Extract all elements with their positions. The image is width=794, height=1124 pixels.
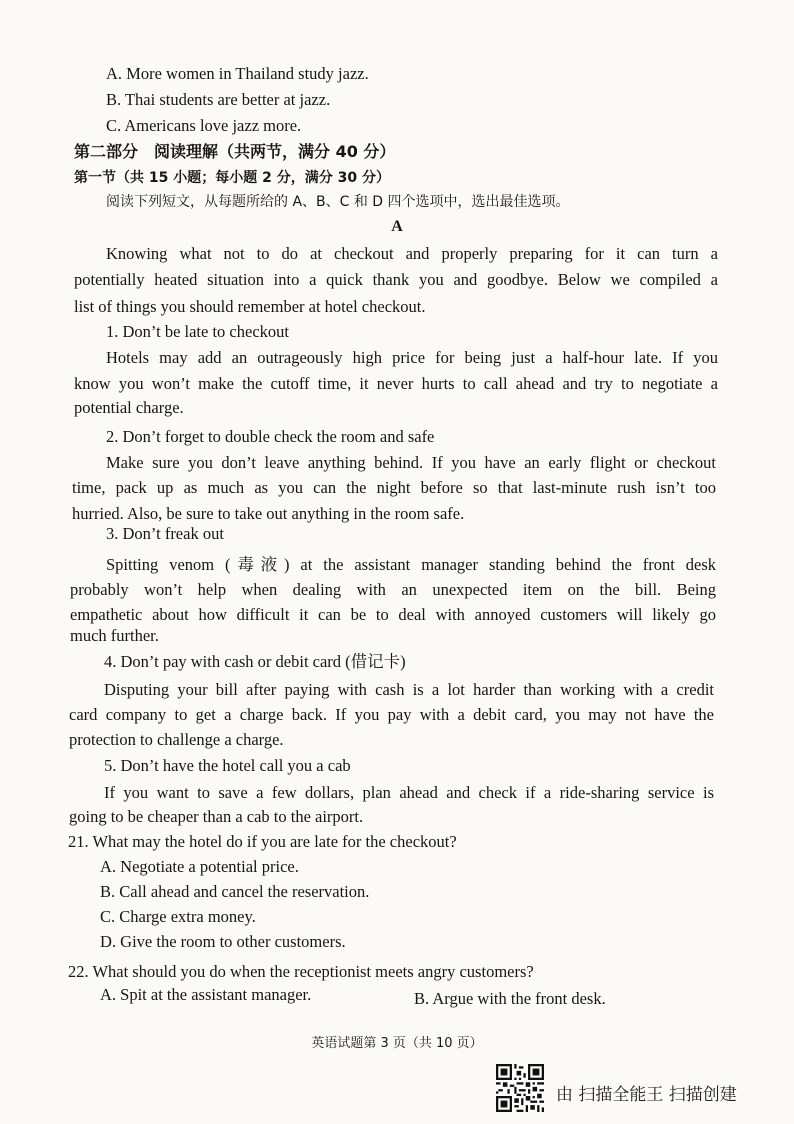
qr-code-icon [496, 1064, 544, 1112]
item-4-heading: 4. Don’t pay with cash or debit card (借记卡) [104, 652, 406, 671]
item-4-line-1: Disputing your bill after paying with cash is a lot harder than working with a credit [104, 680, 714, 699]
prev-option-b: B. Thai students are better at jazz. [106, 90, 331, 109]
item-3-line-2: probably won’t help when dealing with an unexpected item on the bill. Being [70, 580, 716, 599]
question-21-stem: 21. What may the hotel do if you are late for the checkout? [68, 832, 457, 851]
passage-letter: A [391, 218, 403, 235]
intro-line-1: Knowing what not to do at checkout and properly preparing for it can turn a [106, 244, 718, 263]
question-22-stem: 22. What should you do when the receptionist meets angry customers? [68, 962, 534, 981]
scanner-watermark: 由 扫描全能王 扫描创建 [556, 1085, 737, 1105]
question-22-option-b: B. Argue with the front desk. [414, 989, 606, 1008]
item-4-line-2: card company to get a charge back. If you pay with a debit card, you may not have the [69, 705, 714, 724]
question-21-option-b: B. Call ahead and cancel the reservation. [100, 882, 370, 901]
item-1-heading: 1. Don’t be late to checkout [106, 322, 289, 341]
item-2-line-1: Make sure you don’t leave anything behind. If you have an early flight or checkout [106, 453, 716, 472]
item-3-line-4: much further. [70, 626, 159, 645]
prev-option-c: C. Americans love jazz more. [106, 116, 302, 135]
item-1-line-2: know you won’t make the cutoff time, it never hurts to call ahead and try to negotiate a [74, 374, 718, 393]
prev-option-a: A. More women in Thailand study jazz. [106, 64, 369, 83]
item-2-line-3: hurried. Also, be sure to take out anything in the room safe. [72, 504, 465, 523]
section-title: 第一节（共 15 小题；每小题 2 分，满分 30 分） [74, 170, 390, 186]
page-footer: 英语试题第 3 页（共 10 页） [311, 1036, 483, 1051]
item-3-line-1: Spitting venom (毒液) at the assistant manager standing behind the front desk [106, 555, 716, 574]
item-2-line-2: time, pack up as much as you can the night before so that last-minute rush isn’t too [72, 478, 716, 497]
question-21-option-a: A. Negotiate a potential price. [100, 857, 299, 876]
item-5-line-1: If you want to save a few dollars, plan ahead and check if a ride-sharing service is [104, 783, 714, 802]
question-21-option-d: D. Give the room to other customers. [100, 932, 346, 951]
intro-line-3: list of things you should remember at hotel checkout. [74, 297, 426, 316]
item-3-heading: 3. Don’t freak out [106, 524, 224, 543]
item-5-line-2: going to be cheaper than a cab to the airport. [69, 807, 364, 826]
part-title: 第二部分 阅读理解（共两节，满分 40 分） [74, 142, 396, 161]
question-21-option-c: C. Charge extra money. [100, 907, 256, 926]
item-2-heading: 2. Don’t forget to double check the room and safe [106, 427, 435, 446]
item-1-line-1: Hotels may add an outrageously high price for being just a half-hour late. If you [106, 348, 718, 367]
item-4-line-3: protection to challenge a charge. [69, 730, 284, 749]
intro-line-2: potentially heated situation into a quick thank you and goodbye. Below we compiled a [74, 270, 718, 289]
instruction: 阅读下列短文，从每题所给的 A、B、C 和 D 四个选项中，选出最佳选项。 [106, 194, 570, 210]
question-22-option-a: A. Spit at the assistant manager. [100, 985, 312, 1004]
item-3-line-3: empathetic about how difficult it can be to deal with annoyed customers will likely go [70, 605, 716, 624]
item-5-heading: 5. Don’t have the hotel call you a cab [104, 756, 351, 775]
item-1-line-3: potential charge. [74, 398, 184, 417]
